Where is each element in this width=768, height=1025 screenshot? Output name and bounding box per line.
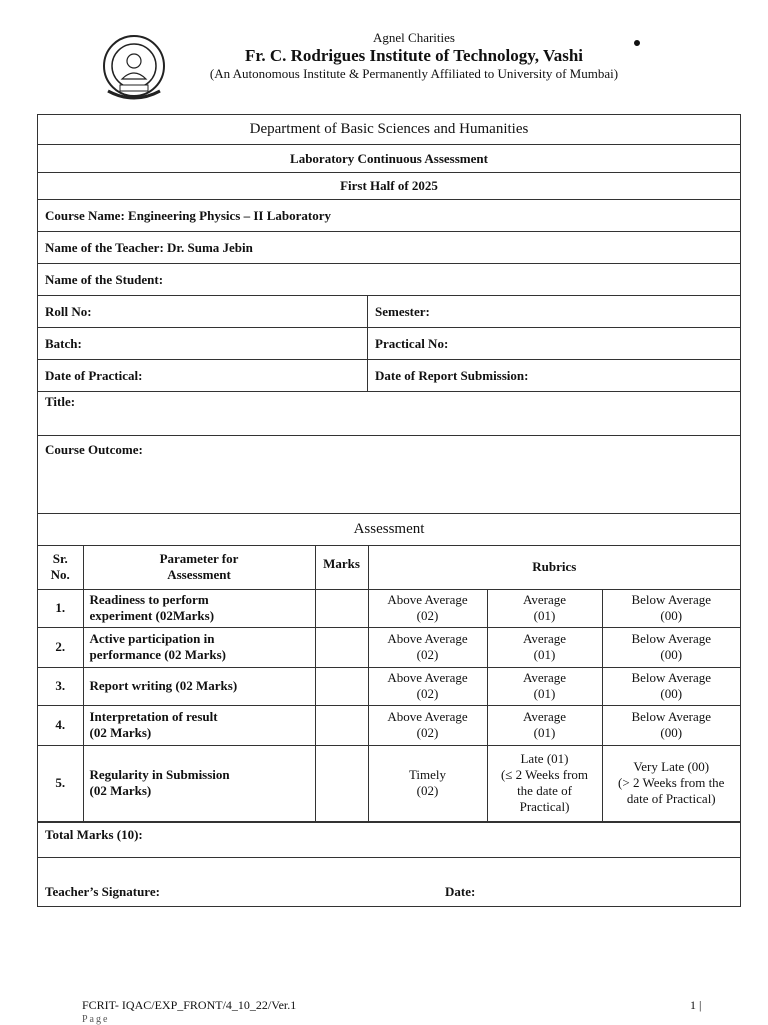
sr-no: 3.	[38, 667, 83, 705]
marks-cell[interactable]	[315, 745, 368, 821]
student-name-label: Name of the Student:	[45, 271, 164, 287]
parameter-text: Interpretation of result (02 Marks)	[83, 705, 315, 745]
batch-practical-row	[38, 328, 740, 360]
teacher-signature-label: Teacher’s Signature:	[45, 883, 160, 899]
date-of-submission-label: Date of Report Submission:	[375, 367, 529, 383]
roll-semester-row	[38, 296, 740, 328]
batch-field[interactable]	[38, 328, 368, 359]
rubric-below-average: Below Average (00)	[602, 667, 740, 705]
col-sr-header: Sr. No.	[38, 546, 83, 589]
course-name-row	[38, 200, 740, 232]
course-outcome-label: Course Outcome:	[45, 442, 143, 457]
ink-dot	[634, 40, 640, 46]
course-name-label: Course Name: Engineering Physics – II Laboratory	[45, 207, 331, 223]
assessment-form	[37, 114, 741, 907]
org-name: Agnel Charities	[373, 30, 455, 45]
roll-no-label: Roll No:	[45, 303, 92, 319]
document-code: FCRIT- IQAC/EXP_FRONT/4_10_22/Ver.1	[82, 998, 297, 1012]
marks-cell[interactable]	[315, 705, 368, 745]
marks-cell[interactable]	[315, 667, 368, 705]
date-of-practical-field[interactable]	[38, 360, 368, 391]
semester-field[interactable]	[368, 296, 740, 327]
marks-cell[interactable]	[315, 627, 368, 667]
page-number: 1 |	[690, 998, 702, 1012]
parameter-text: Readiness to perform experiment (02Marks)	[83, 589, 315, 627]
rubric-above-average: Above Average (02)	[368, 705, 487, 745]
rubric-above-average: Above Average (02)	[368, 627, 487, 667]
rubric-average: Average (01)	[487, 667, 602, 705]
rubric-late: Late (01) (≤ 2 Weeks from the date of Practical)	[487, 745, 602, 821]
total-marks-row[interactable]	[38, 822, 740, 858]
rubric-average: Average (01)	[487, 705, 602, 745]
rubric-above-average: Above Average (02)	[368, 667, 487, 705]
page-word: Page	[82, 1014, 110, 1025]
course-outcome-row[interactable]	[38, 436, 740, 514]
table-row	[38, 627, 740, 667]
assessment-heading: Assessment	[353, 521, 425, 537]
rubric-below-average: Below Average (00)	[602, 589, 740, 627]
practical-no-label: Practical No:	[375, 335, 449, 351]
rubric-below-average: Below Average (00)	[602, 705, 740, 745]
total-marks-label: Total Marks (10):	[45, 826, 143, 842]
department-row	[38, 115, 740, 145]
date-of-practical-label: Date of Practical:	[45, 367, 143, 383]
parameter-text: Regularity in Submission (02 Marks)	[83, 745, 315, 821]
rubric-average: Average (01)	[487, 589, 602, 627]
table-row	[38, 705, 740, 745]
roll-no-field[interactable]	[38, 296, 368, 327]
parameter-text: Report writing (02 Marks)	[83, 667, 315, 705]
assessment-heading-row	[38, 514, 740, 546]
period-row	[38, 173, 740, 200]
signature-date-label: Date:	[445, 883, 476, 899]
practical-no-field[interactable]	[368, 328, 740, 359]
rubric-below-average: Below Average (00)	[602, 627, 740, 667]
title-label: Title:	[45, 394, 76, 409]
affiliation-line: (An Autonomous Institute & Permanently Affiliated to University of Mumbai)	[209, 66, 619, 81]
assessment-type-row	[38, 145, 740, 173]
col-param-header: Parameter for Assessment	[83, 546, 315, 589]
assessment-header-row	[38, 546, 740, 589]
rubric-timely: Timely (02)	[368, 745, 487, 821]
parameter-text: Active participation in performance (02 Marks)	[83, 627, 315, 667]
teacher-label: Name of the Teacher: Dr. Suma Jebin	[45, 239, 253, 255]
rubric-above-average: Above Average (02)	[368, 589, 487, 627]
col-marks-header: Marks	[315, 546, 368, 589]
batch-label: Batch:	[45, 335, 82, 351]
sr-no: 1.	[38, 589, 83, 627]
col-rubrics-header: Rubrics	[368, 546, 740, 589]
department-title: Department of Basic Sciences and Humanities	[249, 121, 529, 137]
dates-row	[38, 360, 740, 392]
date-of-submission-field[interactable]	[368, 360, 740, 391]
student-row[interactable]	[38, 264, 740, 296]
rubric-average: Average (01)	[487, 627, 602, 667]
table-row	[38, 745, 740, 821]
period-title: First Half of 2025	[340, 178, 438, 193]
signature-row	[38, 858, 740, 906]
assessment-table	[38, 546, 740, 822]
marks-cell[interactable]	[315, 589, 368, 627]
rubric-very-late: Very Late (00) (> 2 Weeks from the date of Practical)	[602, 745, 740, 821]
table-row	[38, 589, 740, 627]
title-row[interactable]	[38, 392, 740, 436]
assessment-type-title: Laboratory Continuous Assessment	[290, 150, 488, 166]
sr-no: 4.	[38, 705, 83, 745]
institute-name: Fr. C. Rodrigues Institute of Technology, Vashi	[244, 46, 584, 65]
semester-label: Semester:	[375, 303, 430, 319]
teacher-row	[38, 232, 740, 264]
sr-no: 5.	[38, 745, 83, 821]
sr-no: 2.	[38, 627, 83, 667]
page-header	[0, 0, 768, 115]
table-row	[38, 667, 740, 705]
